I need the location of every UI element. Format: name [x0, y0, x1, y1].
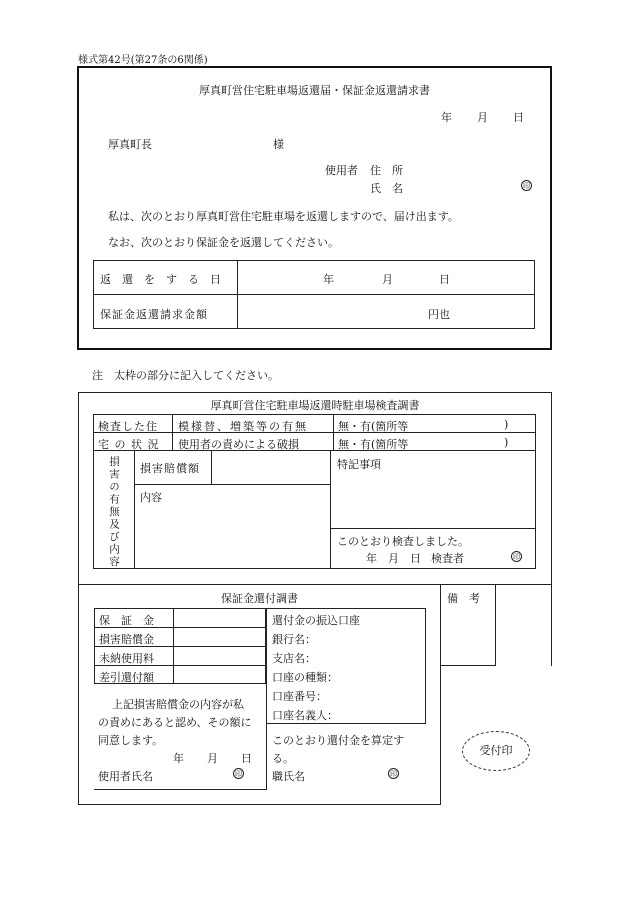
bank-field: 口座名義人： [272, 709, 338, 722]
calculation-line-2: る。 [272, 752, 294, 765]
refund-row-label: 差引還付額 [99, 671, 154, 684]
remarks-label: 備 考 [447, 592, 480, 605]
bank-field: 口座の種類： [272, 671, 338, 684]
bank-field: 口座番号： [272, 690, 327, 703]
refund-row-label: 未納使用料 [99, 652, 154, 665]
consent-line-1: 上記損害賠償金の内容が私 [112, 698, 244, 711]
inspection-day: 日 [410, 552, 421, 565]
bank-field: 支店名： [272, 652, 316, 665]
damage-choice: 無・有(箇所等 [338, 438, 409, 451]
alteration-paren: ) [504, 418, 509, 431]
return-date-label: 返 還 を す る 日 [100, 273, 221, 286]
consent-month: 月 [207, 752, 218, 765]
refund-row-label: 保 証 金 [99, 614, 154, 627]
received-stamp: 受付印 [462, 731, 530, 771]
bank-field: 銀行名： [272, 633, 316, 646]
deposit-request-sentence: なお、次のとおり保証金を返還してください。 [108, 236, 339, 249]
honorific: 様 [273, 138, 284, 151]
damage-amount-label: 損害賠償額 [140, 462, 200, 475]
bank-account-title: 還付金の振込口座 [272, 614, 360, 627]
consent-day: 日 [241, 752, 252, 765]
date-day: 日 [513, 111, 524, 124]
damage-paren: ) [504, 436, 509, 449]
content-label: 内容 [140, 491, 162, 504]
damage-item: 使用者の責めによる破損 [178, 438, 299, 451]
deposit-amount-unit: 円也 [428, 308, 450, 321]
special-notes-label: 特記事項 [337, 458, 381, 471]
address-label: 住 所 [370, 164, 403, 177]
date-month: 月 [477, 111, 488, 124]
user-seal: 印 [235, 770, 242, 778]
staff-seal: 印 [390, 770, 397, 778]
inspection-year: 年 [366, 552, 377, 565]
note: 注 太枠の部分に記入してください。 [92, 369, 279, 382]
request-form-title: 厚真町営住宅駐車場返還届・保証金返還請求書 [199, 84, 430, 97]
damage-vertical-label: 損害の有無及び内容 [108, 456, 120, 569]
form-number: 様式第42号(第27条の6関係) [78, 55, 208, 66]
inspector-seal: 印 [513, 553, 520, 561]
inspector-label: 検査者 [431, 552, 464, 565]
return-notice-sentence: 私は、次のとおり厚真町営住宅駐車場を返還しますので、届け出ます。 [108, 210, 459, 223]
consent-year: 年 [173, 752, 184, 765]
calculation-line-1: このとおり還付金を算定す [272, 734, 404, 747]
status-label-1: 検査した住 [98, 420, 158, 433]
user-name-label: 使用者氏名 [98, 770, 153, 783]
user-label: 使用者 [325, 164, 358, 177]
refund-row-label: 損害賠償金 [99, 633, 154, 646]
seal-mark: 印 [523, 182, 530, 190]
status-label-2: 宅 の 状 況 [98, 438, 160, 451]
inspection-month: 月 [388, 552, 399, 565]
staff-name-label: 職氏名 [272, 770, 305, 783]
date-year: 年 [441, 111, 452, 124]
refund-title: 保証金還付調書 [221, 592, 298, 605]
alteration-item: 模様替、増築等の有無 [178, 420, 308, 433]
deposit-amount-label: 保証金返還請求金額 [100, 308, 208, 321]
consent-line-2: の責めにあると認め、その額に [98, 716, 252, 729]
alteration-choice: 無・有(箇所等 [338, 420, 409, 433]
addressee: 厚真町長 [108, 138, 152, 151]
inspection-title: 厚真町営住宅駐車場返還時駐車場検査調書 [210, 399, 420, 412]
name-label: 氏 名 [370, 182, 403, 195]
return-month: 月 [382, 273, 393, 286]
return-year: 年 [323, 273, 334, 286]
consent-line-3: 同意します。 [98, 734, 164, 747]
inspected-statement: このとおり検査しました。 [337, 535, 469, 548]
return-day: 日 [439, 273, 450, 286]
